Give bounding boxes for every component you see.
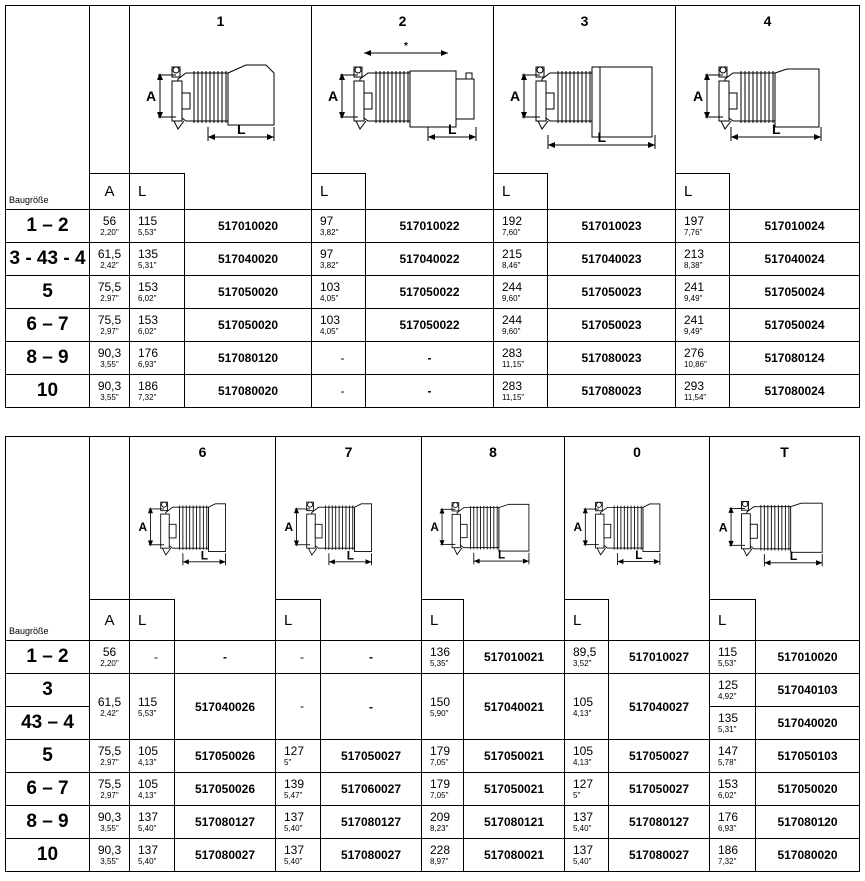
svg-text:A: A	[145, 88, 156, 104]
a-value: 75,5 2,97"	[90, 309, 130, 342]
variant-header-4: 4 A L	[676, 6, 860, 174]
article-number: 517040103	[756, 674, 860, 707]
article-number: 517080020	[756, 839, 860, 872]
svg-text:A: A	[138, 520, 148, 535]
length-value: 135 5,31"	[130, 243, 185, 276]
variant-header-2: 2 A L *	[312, 6, 494, 174]
article-number: 517040020	[756, 707, 860, 740]
length-value: 137 5,40"	[276, 839, 321, 872]
article-number: 517050026	[175, 773, 276, 806]
length-value: 147 5,78"	[710, 740, 756, 773]
article-number: 517040026	[175, 674, 276, 740]
article-number: 517080120	[185, 342, 312, 375]
length-value: 153 6,02"	[130, 309, 185, 342]
connector-drawing	[683, 33, 853, 157]
length-value: 105 4,13"	[565, 674, 609, 740]
variant-header-0: 0 A L	[565, 437, 710, 600]
connector-drawing	[318, 33, 488, 157]
col-l-label: L	[710, 600, 756, 641]
length-value: 213 8,38"	[676, 243, 730, 276]
article-number: 517050020	[756, 773, 860, 806]
article-number: -	[175, 641, 276, 674]
table-row	[6, 276, 860, 309]
length-value: 153 6,02"	[130, 276, 185, 309]
length-value: -	[276, 674, 321, 740]
article-number: 517060027	[321, 773, 422, 806]
article-number: 517040024	[730, 243, 860, 276]
size-label: 1 – 2	[6, 210, 90, 243]
article-number: 517050023	[548, 309, 676, 342]
length-value: 136 5,35"	[422, 641, 464, 674]
length-value: 137 5,40"	[565, 839, 609, 872]
connector-drawing	[710, 464, 859, 588]
size-label: 6 – 7	[6, 773, 90, 806]
length-value: 150 5,90"	[422, 674, 464, 740]
variant-header-8: 8 A L	[422, 437, 565, 600]
length-value: 176 6,93"	[130, 342, 185, 375]
dimension-table-lower	[5, 436, 860, 872]
article-number: 517080023	[548, 342, 676, 375]
article-number: 517010020	[756, 641, 860, 674]
table-row	[6, 740, 860, 773]
article-number: 517050103	[756, 740, 860, 773]
article-number: 517010021	[464, 641, 565, 674]
length-value: 276 10,86"	[676, 342, 730, 375]
col-l-label: L	[565, 600, 609, 641]
svg-text:L: L	[789, 549, 798, 564]
col-l-label: L	[276, 600, 321, 641]
a-value: 56 2,20"	[90, 641, 130, 674]
length-value: 192 7,60"	[494, 210, 548, 243]
length-value: 209 8,23"	[422, 806, 464, 839]
svg-text:A: A	[509, 88, 520, 104]
article-number: 517080027	[321, 839, 422, 872]
article-number: 517080021	[464, 839, 565, 872]
size-label: 43 – 4	[6, 707, 90, 740]
article-number: -	[366, 375, 494, 408]
connector-drawing-wrap	[130, 464, 275, 588]
a-value: 90,3 3,55"	[90, 806, 130, 839]
length-value: 293 11,54"	[676, 375, 730, 408]
size-label: 10	[6, 375, 90, 408]
col-l-label: L	[130, 600, 175, 641]
article-number: 517050020	[185, 276, 312, 309]
length-value: 241 9,49"	[676, 309, 730, 342]
length-value: 186 7,32"	[710, 839, 756, 872]
svg-text:L: L	[236, 121, 246, 137]
length-value: 228 8,97"	[422, 839, 464, 872]
a-value: 75,5 2,97"	[90, 740, 130, 773]
a-value: 61,5 2,42"	[90, 674, 130, 740]
length-value: 115 5,53"	[710, 641, 756, 674]
article-number: 517010022	[366, 210, 494, 243]
article-number: 517050027	[609, 740, 710, 773]
length-value: 241 9,49"	[676, 276, 730, 309]
corner-cell	[90, 6, 130, 174]
length-value: 244 9,60"	[494, 276, 548, 309]
article-number: 517050021	[464, 740, 565, 773]
svg-text:A: A	[430, 521, 439, 535]
article-number: 517080127	[609, 806, 710, 839]
article-number: 517050024	[730, 309, 860, 342]
article-number: 517050021	[464, 773, 565, 806]
size-label: 10	[6, 839, 90, 872]
length-value: 283 11,15"	[494, 375, 548, 408]
connector-drawing-wrap	[312, 33, 493, 157]
svg-text:L: L	[447, 121, 457, 137]
length-value: 125 4,92"	[710, 674, 756, 707]
article-number: 517080124	[730, 342, 860, 375]
length-value: 215 8,46"	[494, 243, 548, 276]
article-number: 517050022	[366, 276, 494, 309]
length-value: 105 4,13"	[130, 773, 175, 806]
connector-drawing-wrap	[676, 33, 859, 157]
col-l-label: L	[422, 600, 464, 641]
length-value: 127 5"	[565, 773, 609, 806]
size-label: 8 – 9	[6, 342, 90, 375]
table-row	[6, 806, 860, 839]
article-number: 517050022	[366, 309, 494, 342]
length-value: 97 3,82"	[312, 210, 366, 243]
article-number: 517040027	[609, 674, 710, 740]
col-l-label: L	[312, 174, 366, 210]
connector-drawing	[130, 464, 275, 588]
size-label: 3	[6, 674, 90, 707]
table-row	[6, 243, 860, 276]
length-value: 244 9,60"	[494, 309, 548, 342]
article-number: 517040020	[185, 243, 312, 276]
svg-text:A: A	[718, 520, 728, 535]
size-label: 8 – 9	[6, 806, 90, 839]
length-value: 89,5 3,52"	[565, 641, 609, 674]
col-l-label: L	[676, 174, 730, 210]
length-value: 137 5,40"	[130, 806, 175, 839]
a-value: 75,5 2,97"	[90, 276, 130, 309]
size-label: 6 – 7	[6, 309, 90, 342]
article-number: 517040023	[548, 243, 676, 276]
article-number: 517010023	[548, 210, 676, 243]
svg-text:L: L	[498, 548, 506, 562]
table-row	[6, 641, 860, 674]
connector-drawing-wrap	[130, 33, 311, 157]
article-number: 517080023	[548, 375, 676, 408]
a-value: 61,5 2,42"	[90, 243, 130, 276]
length-value: 127 5"	[276, 740, 321, 773]
a-value: 90,3 3,55"	[90, 839, 130, 872]
corner-cell	[6, 6, 90, 174]
variant-header-T: T A L	[710, 437, 860, 600]
length-value: -	[312, 375, 366, 408]
table-row	[6, 674, 860, 707]
length-value: 179 7,05"	[422, 773, 464, 806]
baugroesse-label: Baugröße	[6, 174, 90, 210]
table-row	[6, 342, 860, 375]
svg-text:*: *	[403, 41, 408, 52]
article-number: 517080027	[609, 839, 710, 872]
size-label: 1 – 2	[6, 641, 90, 674]
table-row	[6, 309, 860, 342]
connector-drawing-wrap	[276, 464, 421, 588]
length-value: 137 5,40"	[276, 806, 321, 839]
connector-drawing-wrap	[710, 464, 859, 588]
length-value: 115 5,53"	[130, 210, 185, 243]
article-number: 517080024	[730, 375, 860, 408]
article-number: -	[321, 641, 422, 674]
length-value: 137 5,40"	[130, 839, 175, 872]
col-l-label: L	[130, 174, 185, 210]
size-label: 5	[6, 740, 90, 773]
article-number: 517050027	[609, 773, 710, 806]
article-number: 517010020	[185, 210, 312, 243]
connector-drawing-wrap	[565, 464, 709, 588]
length-value: 197 7,76"	[676, 210, 730, 243]
a-value: 56 2,20"	[90, 210, 130, 243]
col-l-label: L	[494, 174, 548, 210]
length-value: 179 7,05"	[422, 740, 464, 773]
length-value: 137 5,40"	[565, 806, 609, 839]
length-value: 103 4,05"	[312, 276, 366, 309]
article-number: 517050026	[175, 740, 276, 773]
svg-text:A: A	[327, 88, 338, 104]
length-value: 283 11,15"	[494, 342, 548, 375]
article-number: 517080121	[464, 806, 565, 839]
svg-text:L: L	[346, 548, 355, 563]
a-value: 75,5 2,97"	[90, 773, 130, 806]
length-value: 103 4,05"	[312, 309, 366, 342]
article-number: 517050024	[730, 276, 860, 309]
length-value: 105 4,13"	[565, 740, 609, 773]
table-row	[6, 773, 860, 806]
variant-header-3: 3 A L	[494, 6, 676, 174]
length-value: -	[312, 342, 366, 375]
length-value: -	[276, 641, 321, 674]
a-value: 90,3 3,55"	[90, 342, 130, 375]
article-number: 517010024	[730, 210, 860, 243]
article-number: 517050023	[548, 276, 676, 309]
length-value: 139 5,47"	[276, 773, 321, 806]
svg-text:A: A	[573, 520, 583, 535]
svg-text:A: A	[284, 520, 294, 535]
connector-drawing	[136, 33, 306, 157]
length-value: 97 3,82"	[312, 243, 366, 276]
baugroesse-label: Baugröße	[6, 600, 90, 641]
article-number: 517050027	[321, 740, 422, 773]
length-value: 105 4,13"	[130, 740, 175, 773]
connector-drawing-wrap	[422, 464, 564, 588]
size-label: 3 - 43 - 4	[6, 243, 90, 276]
connector-drawing	[276, 464, 421, 588]
article-number: 517080020	[185, 375, 312, 408]
connector-drawing-wrap	[494, 33, 675, 157]
variant-header-7: 7 A L	[276, 437, 422, 600]
table-row	[6, 210, 860, 243]
length-value: -	[130, 641, 175, 674]
length-value: 186 7,32"	[130, 375, 185, 408]
svg-text:L: L	[771, 121, 781, 137]
article-number: 517080127	[175, 806, 276, 839]
variant-header-6: 6 A L	[130, 437, 276, 600]
svg-text:L: L	[635, 548, 643, 563]
length-value: 115 5,53"	[130, 674, 175, 740]
table-row	[6, 839, 860, 872]
length-value: 153 6,02"	[710, 773, 756, 806]
article-number: 517040021	[464, 674, 565, 740]
article-number: 517080127	[321, 806, 422, 839]
connector-drawing	[500, 33, 670, 157]
svg-text:L: L	[597, 129, 606, 145]
svg-text:L: L	[200, 548, 209, 563]
article-number: -	[321, 674, 422, 740]
dimension-table-upper	[5, 5, 860, 408]
article-number: 517010027	[609, 641, 710, 674]
variant-header-1: 1 A L	[130, 6, 312, 174]
article-number: 517080027	[175, 839, 276, 872]
article-number: 517040022	[366, 243, 494, 276]
a-value: 90,3 3,55"	[90, 375, 130, 408]
article-number: 517080120	[756, 806, 860, 839]
length-value: 176 6,93"	[710, 806, 756, 839]
article-number: 517050020	[185, 309, 312, 342]
connector-drawing	[422, 464, 564, 588]
table-row	[6, 375, 860, 408]
col-a-label: A	[90, 174, 130, 210]
connector-drawing	[565, 464, 709, 588]
svg-text:A: A	[692, 88, 703, 104]
length-value: 135 5,31"	[710, 707, 756, 740]
article-number: -	[366, 342, 494, 375]
col-a-label: A	[90, 600, 130, 641]
size-label: 5	[6, 276, 90, 309]
